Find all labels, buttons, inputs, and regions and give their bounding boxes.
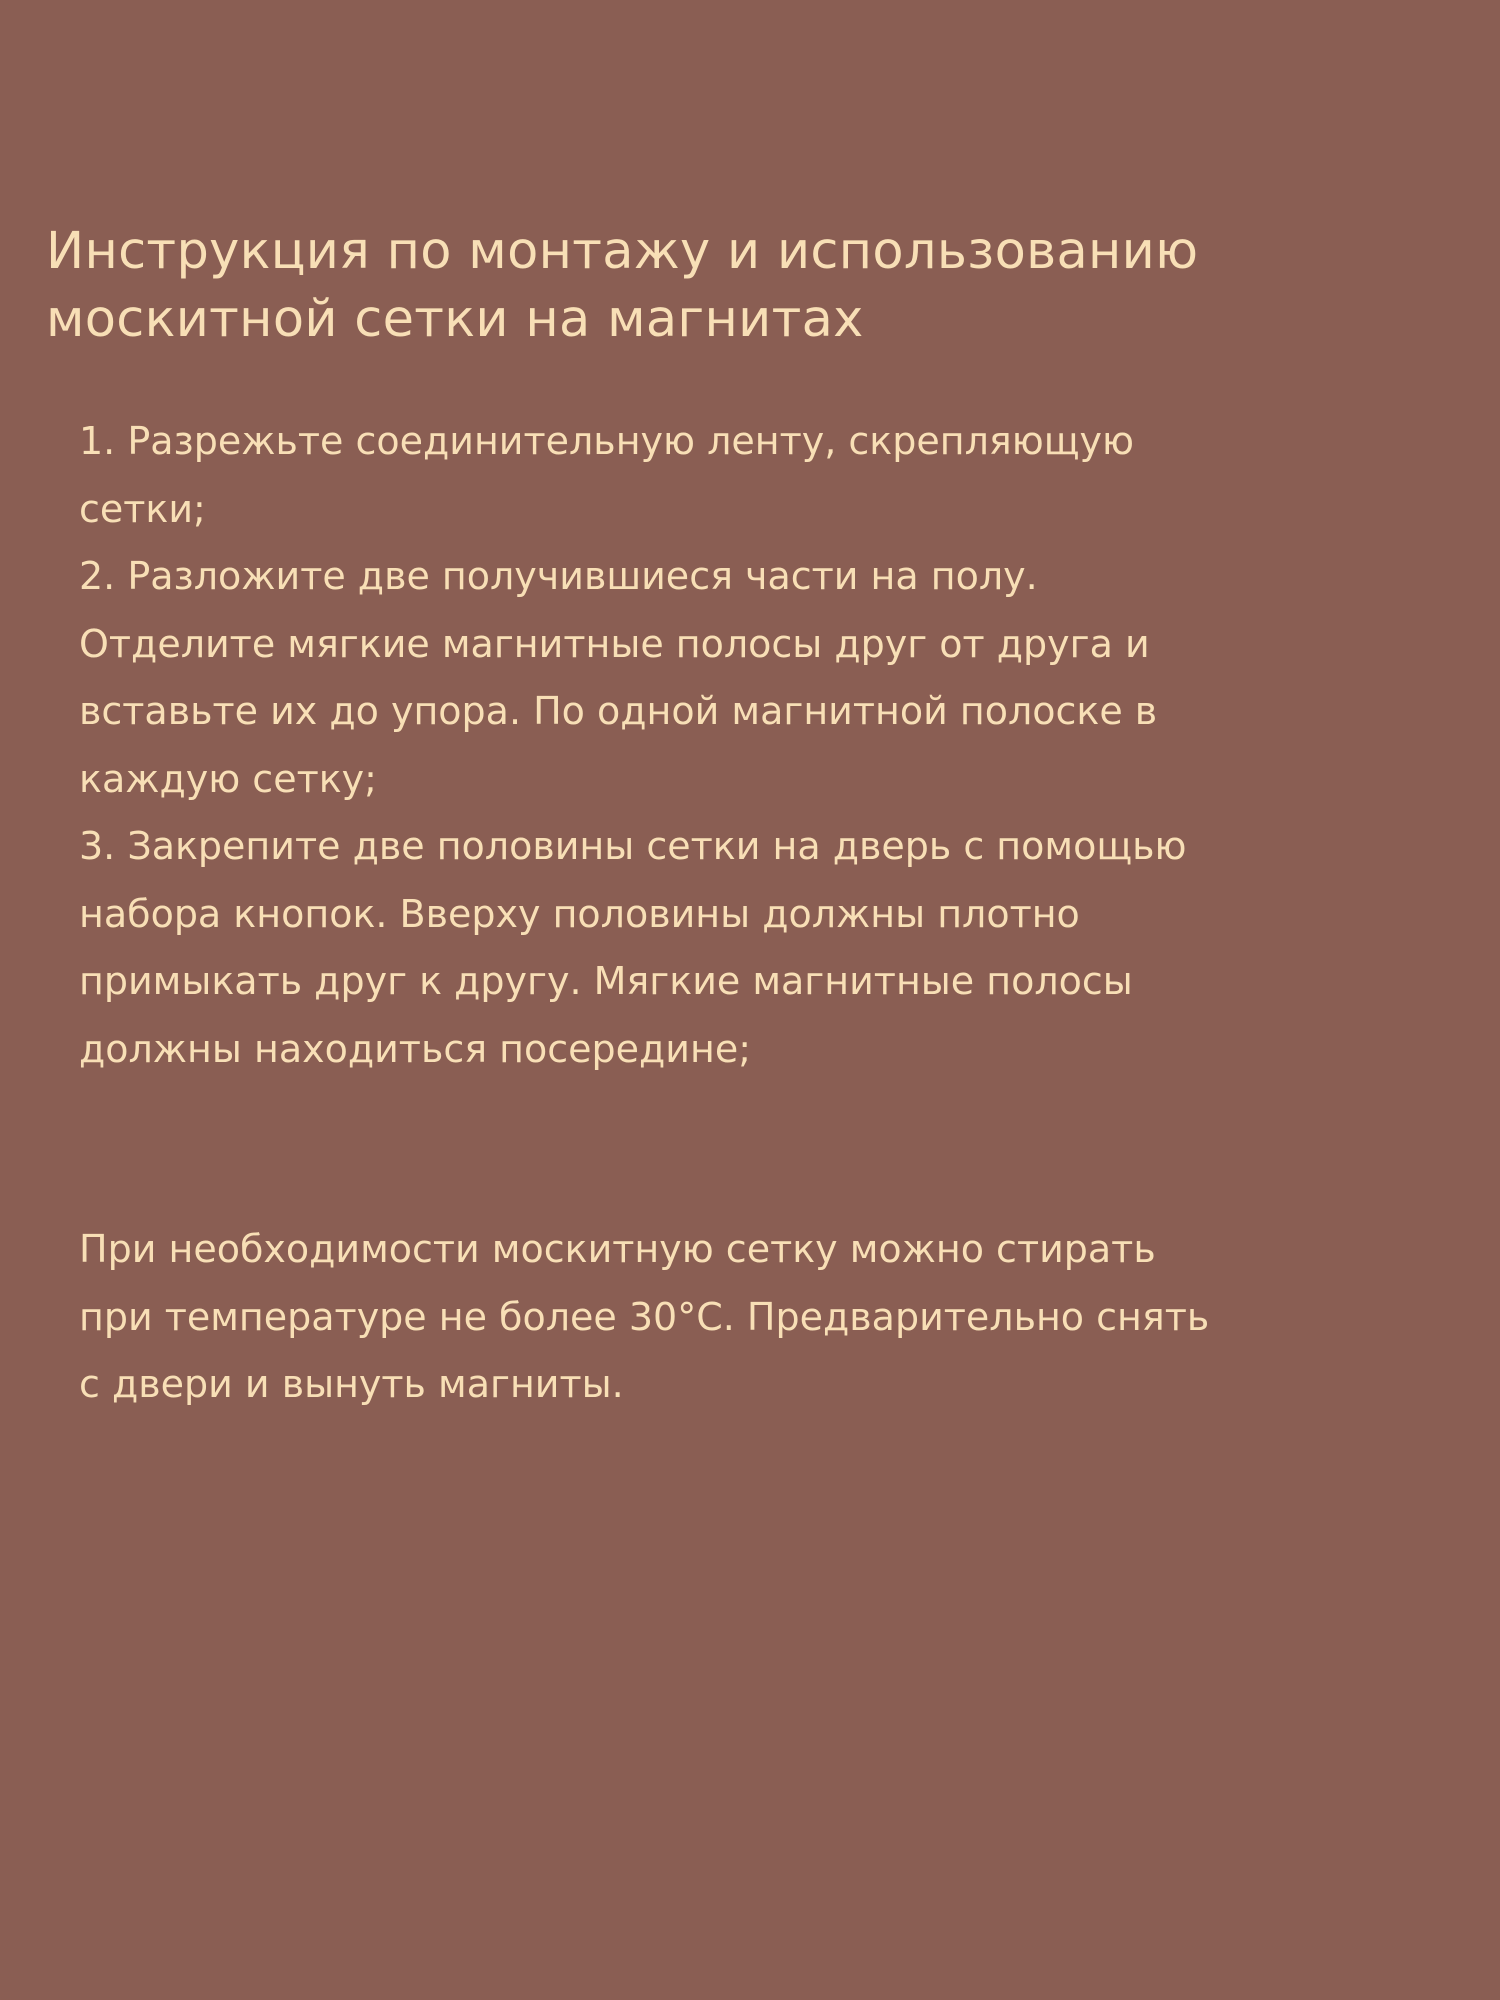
title-line: Инструкция по монтажу и использованию [46,222,1199,281]
instruction-line: набора кнопок. Вверху половины должны плотно [79,891,1080,936]
instruction-line: каждую сетку; [79,756,377,801]
instruction-line: вставьте их до упора. По одной магнитной полоске в [79,689,1158,733]
note-line: При необходимости москитную сетку можно стирать [79,1227,1156,1271]
instruction-line: 1. Разрежьте соединительную ленту, скрепляющую [79,419,1134,463]
title-line: москитной сетки на магнитах [46,290,864,349]
washing-note [79,1216,1479,1419]
instruction-line: должны находиться посередине; [79,1026,752,1071]
instruction-line: 3. Закрепите две половины сетки на дверь с помощью [79,824,1187,868]
instruction-line: 2. Разложите две получившиеся части на полу. [79,554,1038,598]
instruction-steps [79,408,1459,1083]
instruction-line: примыкать друг к другу. Мягкие магнитные полосы [79,959,1133,1003]
note-line: с двери и вынуть магниты. [79,1362,624,1406]
page-title [46,218,1446,354]
note-line: при температуре не более 30°С. Предварительно снять [79,1294,1210,1339]
instruction-line: сетки; [79,486,206,531]
instruction-line: Отделите мягкие магнитные полосы друг от друга и [79,621,1150,666]
